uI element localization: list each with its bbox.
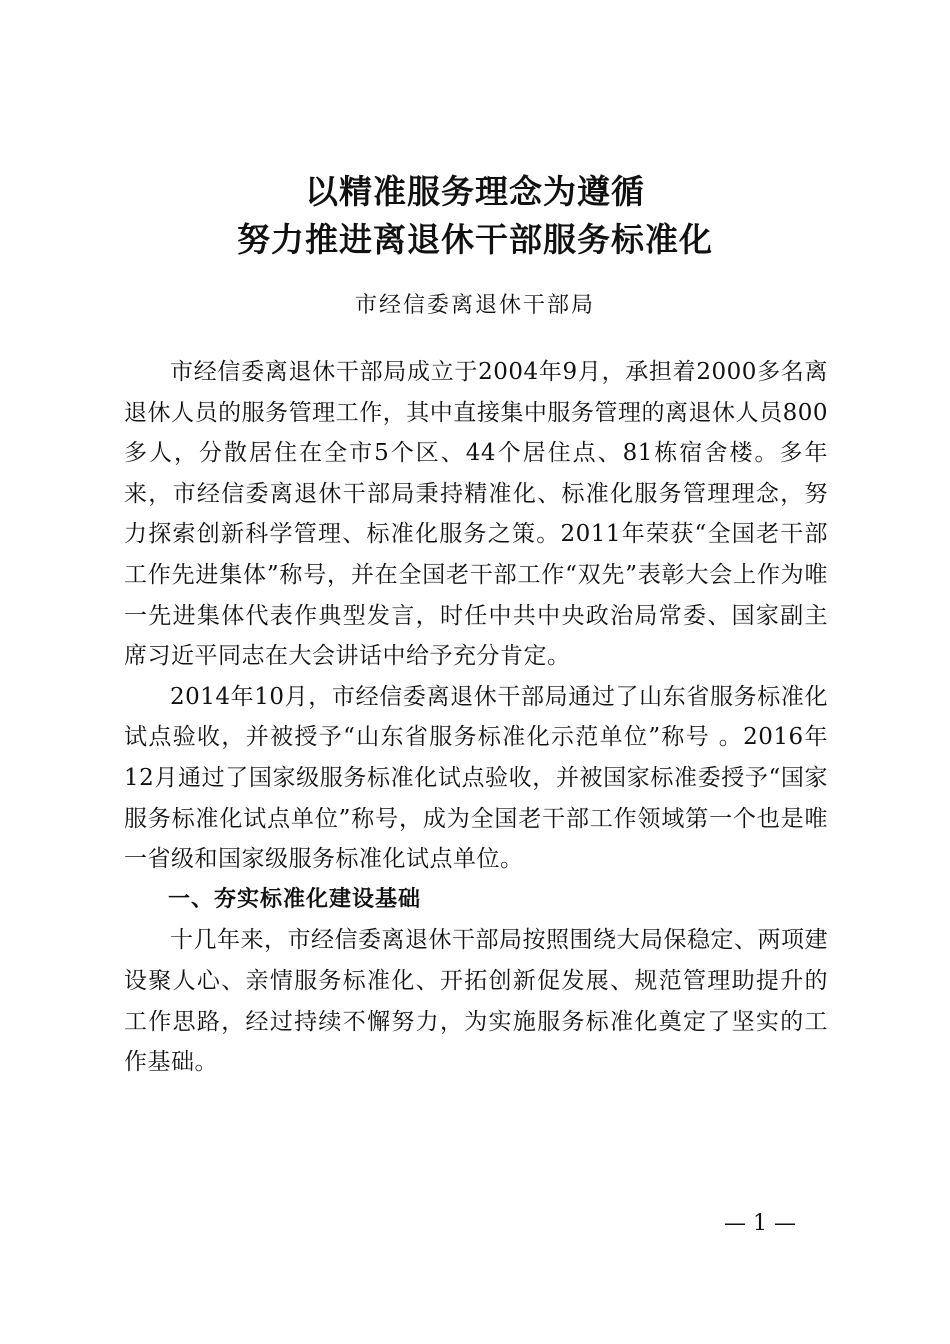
paragraph-pilot: 2014年10月，市经信委离退休干部局通过了山东省服务标准化试点验收，并被授予“山东省服务标准化示范单位”称号 。2016年12月通过了国家级服务标准化试点验收，并被国家标准委授予“国家服务标准化试点单位”称号，成为全国老干部工作领域第一个也是唯一省级和国家级服务标准化试点单位。 <box>124 683 828 873</box>
section-heading: 一、夯实标准化建设基础 <box>168 886 422 912</box>
document-body <box>124 352 828 1083</box>
document-title-line-1: 以精准服务理念为遵循 <box>305 172 645 211</box>
paragraph-intro: 市经信委离退休干部局成立于2004年9月，承担着2000多名离退休人员的服务管理工作，其中直接集中服务管理的离退休人员800多人，分散居住在全市5个区、44个居住点、81栋宿舍楼。多年来，市经信委离退休干部局秉持精准化、标准化服务管理理念，努力探索创新科学管理、标准化服务之策。2011年荣获“全国老干部工作先进集体”称号，并在全国老干部工作“双先”表彰大会上作为唯一先进集体代表作典型发言，时任中共中央政治局常委、国家副主席习近平同志在大会讲话中给予充分肯定。 <box>124 359 828 670</box>
page-number: — 1 — <box>724 1211 796 1236</box>
document-author: 市经信委离退休干部局 <box>354 293 595 318</box>
paragraph-foundation: 十几年来，市经信委离退休干部局按照围绕大局保稳定、两项建设聚人心、亲情服务标准化、开拓创新促发展、规范管理助提升的工作思路，经过持续不懈努力，为实施服务标准化奠定了坚实的工作基础。 <box>124 927 828 1076</box>
title-block <box>0 168 950 264</box>
document-title-line-2: 努力推进离退休干部服务标准化 <box>237 220 713 259</box>
